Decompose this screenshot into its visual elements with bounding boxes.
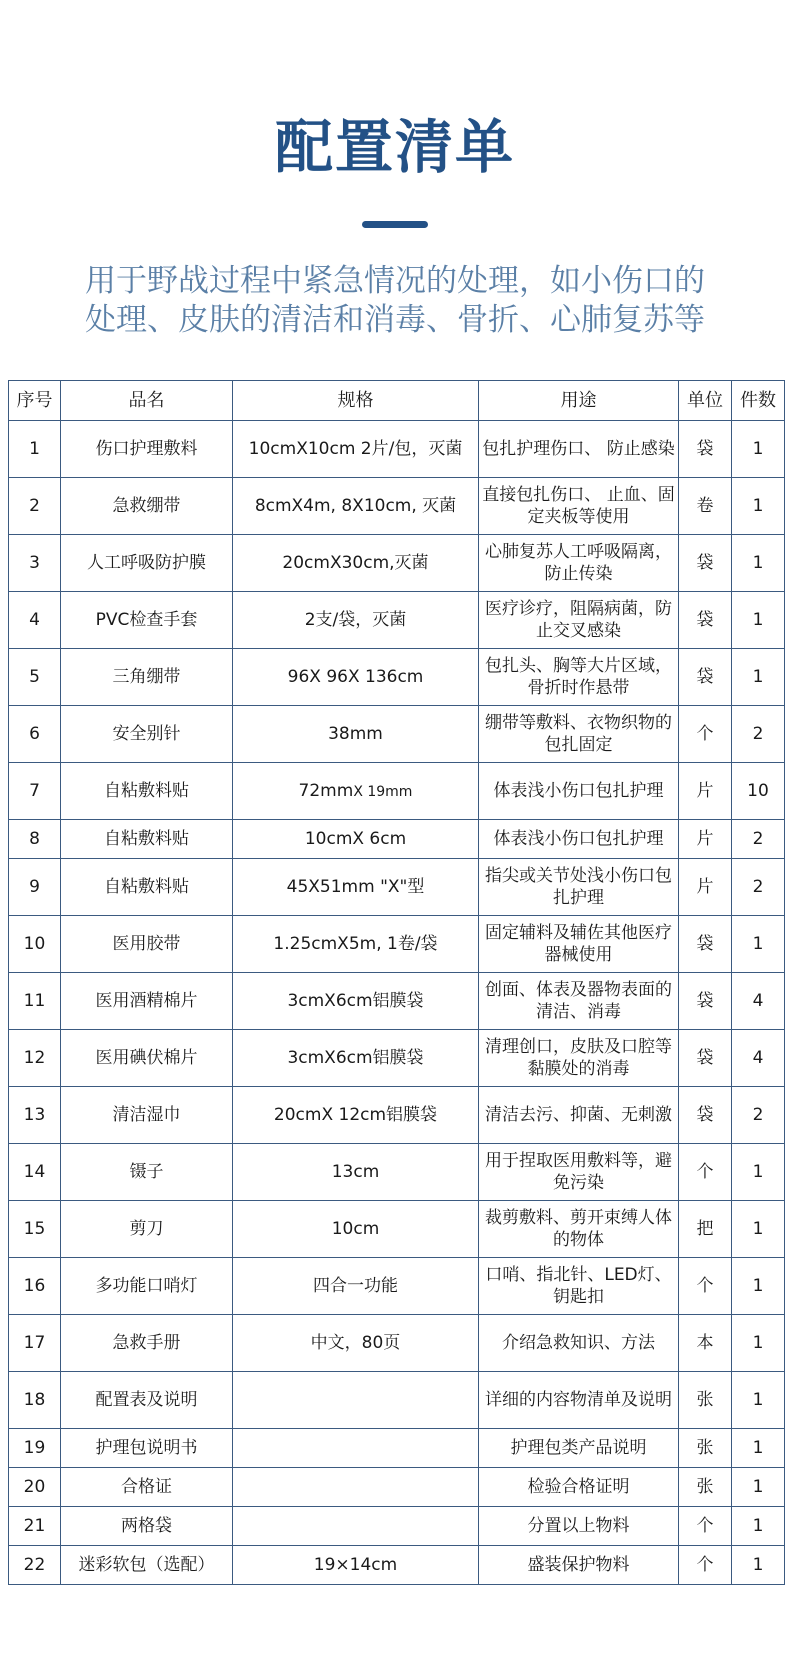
table-row (9, 421, 785, 478)
cell-unit: 个 (679, 1546, 732, 1585)
title-divider (362, 221, 428, 228)
table-row (9, 706, 785, 763)
subtitle-line: 处理、皮肤的清洁和消毒、骨折、心肺复苏等 (85, 302, 705, 338)
table-row (9, 859, 785, 916)
cell-name: 配置表及说明 (61, 1372, 233, 1429)
cell-unit: 个 (679, 1144, 732, 1201)
cell-spec: 38mm (233, 706, 479, 763)
cell-spec (233, 1372, 479, 1429)
cell-name: 两格袋 (61, 1507, 233, 1546)
cell-spec: 10cmX 6cm (233, 820, 479, 859)
cell-qty: 1 (732, 535, 785, 592)
cell-qty: 1 (732, 1201, 785, 1258)
cell-unit: 个 (679, 1507, 732, 1546)
cell-no: 22 (9, 1546, 61, 1585)
cell-use: 医疗诊疗，阻隔病菌，防止交叉感染 (479, 592, 679, 649)
cell-name: 人工呼吸防护膜 (61, 535, 233, 592)
cell-unit: 片 (679, 820, 732, 859)
cell-use: 指尖或关节处浅小伤口包扎护理 (479, 859, 679, 916)
table-row (9, 1372, 785, 1429)
cell-no: 14 (9, 1144, 61, 1201)
header-spec: 规格 (233, 381, 479, 421)
cell-use: 清洁去污、抑菌、无刺激 (479, 1087, 679, 1144)
cell-unit: 张 (679, 1468, 732, 1507)
cell-no: 11 (9, 973, 61, 1030)
cell-unit: 袋 (679, 535, 732, 592)
cell-spec (233, 1507, 479, 1546)
cell-use: 用于捏取医用敷料等，避免污染 (479, 1144, 679, 1201)
cell-unit: 张 (679, 1372, 732, 1429)
cell-qty: 2 (732, 706, 785, 763)
cell-spec (233, 1429, 479, 1468)
cell-no: 8 (9, 820, 61, 859)
cell-no: 17 (9, 1315, 61, 1372)
cell-no: 6 (9, 706, 61, 763)
cell-name: 急救绷带 (61, 478, 233, 535)
cell-unit: 袋 (679, 592, 732, 649)
cell-use: 固定辅料及辅佐其他医疗器械使用 (479, 916, 679, 973)
cell-qty: 2 (732, 820, 785, 859)
cell-no: 19 (9, 1429, 61, 1468)
cell-spec: 3cmX6cm铝膜袋 (233, 973, 479, 1030)
table-row (9, 1201, 785, 1258)
cell-qty: 1 (732, 1144, 785, 1201)
cell-qty: 4 (732, 973, 785, 1030)
cell-unit: 个 (679, 1258, 732, 1315)
cell-qty: 1 (732, 1429, 785, 1468)
cell-no: 9 (9, 859, 61, 916)
cell-no: 16 (9, 1258, 61, 1315)
cell-no: 10 (9, 916, 61, 973)
cell-spec: 10cmX10cm 2片/包，灭菌 (233, 421, 479, 478)
cell-use: 直接包扎伤口、 止血、固定夹板等使用 (479, 478, 679, 535)
cell-unit: 袋 (679, 916, 732, 973)
cell-use: 口哨、指北针、LED灯、钥匙扣 (479, 1258, 679, 1315)
cell-spec: 19×14cm (233, 1546, 479, 1585)
cell-no: 15 (9, 1201, 61, 1258)
cell-qty: 1 (732, 421, 785, 478)
cell-name: 剪刀 (61, 1201, 233, 1258)
table-row (9, 763, 785, 820)
cell-name: 医用胶带 (61, 916, 233, 973)
cell-use: 体表浅小伤口包扎护理 (479, 763, 679, 820)
header-no: 序号 (9, 381, 61, 421)
cell-no: 1 (9, 421, 61, 478)
cell-qty: 1 (732, 1258, 785, 1315)
cell-qty: 2 (732, 1087, 785, 1144)
cell-name: 迷彩软包（选配） (61, 1546, 233, 1585)
cell-name: 医用酒精棉片 (61, 973, 233, 1030)
cell-no: 18 (9, 1372, 61, 1429)
table-row (9, 1468, 785, 1507)
cell-use: 清理创口，皮肤及口腔等黏膜处的消毒 (479, 1030, 679, 1087)
cell-unit: 片 (679, 763, 732, 820)
cell-spec: 3cmX6cm铝膜袋 (233, 1030, 479, 1087)
cell-use: 详细的内容物清单及说明 (479, 1372, 679, 1429)
cell-name: 伤口护理敷料 (61, 421, 233, 478)
cell-spec: 20cmX 12cm铝膜袋 (233, 1087, 479, 1144)
cell-unit: 片 (679, 859, 732, 916)
cell-use: 心肺复苏人工呼吸隔离，防止传染 (479, 535, 679, 592)
cell-name: 护理包说明书 (61, 1429, 233, 1468)
header-unit: 单位 (679, 381, 732, 421)
header-name: 品名 (61, 381, 233, 421)
cell-use: 创面、体表及器物表面的清洁、消毒 (479, 973, 679, 1030)
cell-qty: 10 (732, 763, 785, 820)
table-row (9, 1087, 785, 1144)
cell-unit: 袋 (679, 1030, 732, 1087)
table-row (9, 973, 785, 1030)
header-qty: 件数 (732, 381, 785, 421)
cell-unit: 袋 (679, 649, 732, 706)
cell-qty: 4 (732, 1030, 785, 1087)
cell-no: 20 (9, 1468, 61, 1507)
cell-qty: 1 (732, 649, 785, 706)
cell-spec: 8cmX4m, 8X10cm, 灭菌 (233, 478, 479, 535)
subtitle-line: 用于野战过程中紧急情况的处理，如小伤口的 (85, 263, 705, 299)
cell-spec: 四合一功能 (233, 1258, 479, 1315)
cell-name: 急救手册 (61, 1315, 233, 1372)
cell-unit: 袋 (679, 421, 732, 478)
cell-spec: 72mmX 19mm (233, 763, 479, 820)
cell-spec: 10cm (233, 1201, 479, 1258)
cell-no: 13 (9, 1087, 61, 1144)
cell-spec: 13cm (233, 1144, 479, 1201)
cell-spec (233, 1468, 479, 1507)
cell-name: 自粘敷料贴 (61, 859, 233, 916)
cell-no: 21 (9, 1507, 61, 1546)
table-row (9, 1258, 785, 1315)
cell-name: 安全别针 (61, 706, 233, 763)
cell-unit: 本 (679, 1315, 732, 1372)
cell-no: 12 (9, 1030, 61, 1087)
cell-spec: 1.25cmX5m, 1卷/袋 (233, 916, 479, 973)
cell-spec: 20cmX30cm,灭菌 (233, 535, 479, 592)
cell-unit: 个 (679, 706, 732, 763)
cell-qty: 1 (732, 916, 785, 973)
cell-unit: 袋 (679, 1087, 732, 1144)
config-table (8, 380, 785, 1585)
table-row (9, 1546, 785, 1585)
header-use: 用途 (479, 381, 679, 421)
cell-use: 包扎护理伤口、 防止感染 (479, 421, 679, 478)
cell-use: 护理包类产品说明 (479, 1429, 679, 1468)
table-row (9, 535, 785, 592)
table-row (9, 1507, 785, 1546)
cell-no: 2 (9, 478, 61, 535)
subtitle (0, 262, 790, 340)
cell-spec: 2支/袋，灭菌 (233, 592, 479, 649)
cell-name: 三角绷带 (61, 649, 233, 706)
cell-spec: 中文，80页 (233, 1315, 479, 1372)
cell-spec: 96X 96X 136cm (233, 649, 479, 706)
table-row (9, 1144, 785, 1201)
cell-name: 清洁湿巾 (61, 1087, 233, 1144)
table-row (9, 649, 785, 706)
cell-use: 裁剪敷料、剪开束缚人体的物体 (479, 1201, 679, 1258)
table-row (9, 592, 785, 649)
cell-use: 检验合格证明 (479, 1468, 679, 1507)
cell-unit: 袋 (679, 973, 732, 1030)
cell-use: 包扎头、胸等大片区域，骨折时作悬带 (479, 649, 679, 706)
cell-qty: 2 (732, 859, 785, 916)
table-row (9, 1429, 785, 1468)
table-row (9, 916, 785, 973)
cell-use: 介绍急救知识、方法 (479, 1315, 679, 1372)
cell-name: 自粘敷料贴 (61, 820, 233, 859)
cell-no: 4 (9, 592, 61, 649)
cell-qty: 1 (732, 1507, 785, 1546)
cell-no: 5 (9, 649, 61, 706)
cell-use: 盛装保护物料 (479, 1546, 679, 1585)
cell-unit: 把 (679, 1201, 732, 1258)
cell-name: 镊子 (61, 1144, 233, 1201)
cell-qty: 1 (732, 1546, 785, 1585)
cell-name: 自粘敷料贴 (61, 763, 233, 820)
cell-use: 绷带等敷料、衣物织物的包扎固定 (479, 706, 679, 763)
cell-qty: 1 (732, 1315, 785, 1372)
cell-qty: 1 (732, 592, 785, 649)
page-title: 配置清单 (274, 113, 515, 181)
cell-use: 分置以上物料 (479, 1507, 679, 1546)
cell-no: 7 (9, 763, 61, 820)
cell-name: 医用碘伏棉片 (61, 1030, 233, 1087)
cell-spec: 45X51mm "X"型 (233, 859, 479, 916)
cell-unit: 张 (679, 1429, 732, 1468)
cell-qty: 1 (732, 1372, 785, 1429)
cell-unit: 卷 (679, 478, 732, 535)
cell-qty: 1 (732, 478, 785, 535)
cell-no: 3 (9, 535, 61, 592)
table-row (9, 1030, 785, 1087)
cell-use: 体表浅小伤口包扎护理 (479, 820, 679, 859)
table-header-row (9, 381, 785, 421)
table-row (9, 478, 785, 535)
table-row (9, 1315, 785, 1372)
cell-name: PVC检查手套 (61, 592, 233, 649)
cell-name: 合格证 (61, 1468, 233, 1507)
cell-name: 多功能口哨灯 (61, 1258, 233, 1315)
table-row (9, 820, 785, 859)
cell-qty: 1 (732, 1468, 785, 1507)
